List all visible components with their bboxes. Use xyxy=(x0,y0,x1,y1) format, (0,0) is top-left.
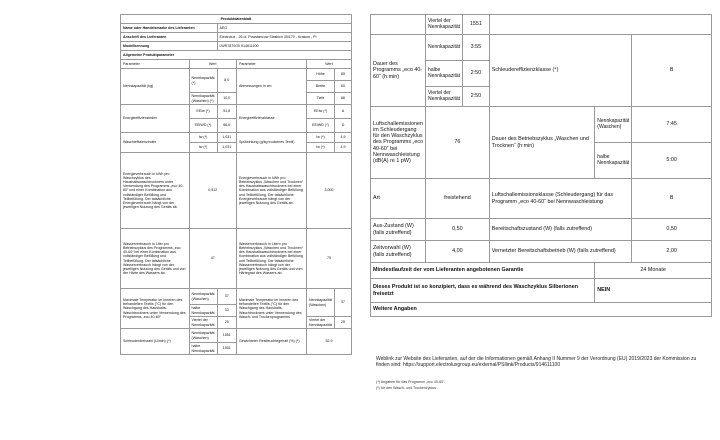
supplier-label: Name oder Handelsmarke des Lieferanten xyxy=(121,24,218,33)
further-info-label: Weitere Angaben xyxy=(371,303,712,317)
standby-label: Bereitschaftszustand (W) (falls zutreffend) xyxy=(489,219,632,241)
residual-moisture-value: 52,9 xyxy=(307,329,352,355)
noise-class-label: Luftschallemissionsklasse (Schleudergang) für das Programm „eco 40-60“ bei Nennwaschleistung xyxy=(489,179,632,219)
header-value: Wert xyxy=(189,60,236,69)
dims-label: Abmessungen in cm xyxy=(236,69,306,105)
max-temp-label-2: Maximale Temperatur im Inneren des behandelten Textils (°C) für den Waschgang des Haushalts-Waschtrockners unter Verwendung des Wasch- und Trockenprogramms xyxy=(236,289,306,329)
max-temp-quarter2-value: 25 xyxy=(334,317,351,329)
width-label: Breite xyxy=(307,81,335,93)
delay-start-label: Zeitvorwahl (W) (falls zutreffend) xyxy=(371,241,426,263)
noise-class-value: B xyxy=(632,179,712,219)
energy-class-wd-label: EEIWD (⁴) xyxy=(307,119,335,133)
spin-cap-value: 1551 xyxy=(217,329,236,343)
footnote-wash-dry: (⁵) für den Wasch- und Trockenzyklus xyxy=(376,386,436,390)
rinse-2-value: 4,9 xyxy=(334,143,351,153)
rinse-label: Spülwirkung (g/kg trockenes Textil) xyxy=(236,133,306,153)
wash-eff-1-label: Iw (⁴) xyxy=(189,133,217,143)
warranty-label: Mindestlaufzeit der vom Lieferanten angebotenen Garantie xyxy=(371,263,595,279)
max-temp-cap2-label: Nennkapazität (Waschen) xyxy=(307,289,335,317)
eei-w-value: 51,8 xyxy=(217,105,236,119)
max-temp-quarter2-label: Viertel der Nennkapazität xyxy=(307,317,335,329)
max-temp-half-label: halbe Nennkapazität xyxy=(189,305,217,317)
height-value: 85 xyxy=(334,69,351,81)
networked-standby-value: 2,00 xyxy=(632,241,712,263)
max-temp-cap-value: 37 xyxy=(217,289,236,305)
energy-class-w-label: EEIw (⁴) xyxy=(307,105,335,119)
energy-cons-value-2: 3,000 xyxy=(307,153,352,229)
warranty-value: 24 Monate xyxy=(595,263,712,279)
max-temp-half-value: 33 xyxy=(217,305,236,317)
water-cons-label-2: Wasserverbrauch in Litern pro Betriebszyklus „Waschen und Trocknen“ des Haushaltswaschtrockners bei einer Kombination aus vollständiger Befüllung und Teilbefüllung. Der tatsächliche Wasserverbrauch hängt von der jeweiligen Nutzung des Geräts und vom Härtegrad des Wassers ab. xyxy=(236,229,306,289)
duration-cap-label: Nennkapazität xyxy=(426,35,463,61)
energy-class-wd-value: D xyxy=(334,119,351,133)
spin-class-value: B xyxy=(632,35,712,107)
capacity-wash-value: 8,0 xyxy=(217,69,236,93)
duration-quarter-label: Viertel der Nennkapazität xyxy=(426,87,463,107)
energy-cons-label-2: Energieverbrauch in kWh pro Betriebszyklus „Waschen und Trocknen“ des Haushaltswaschtrockners bei einer Kombination aus vollständiger Befüllung und Teilbefüllung. Der tatsächliche Energieverbrauch hängt von der jeweiligen Nutzung des Geräts ab. xyxy=(236,153,306,229)
params-title: Allgemeine Produktparameter xyxy=(121,51,352,60)
water-cons-value-2: 75 xyxy=(307,229,352,289)
supplier-weblink: Weblink zur Website des Lieferanten, auf der die Informationen gemäß Anhang II Nummer 9 der Verordnung (EU) 2019/2023 der Kommission zu finden sind: https://support.electroluxgroup.eu/external/PSIlink/Products/914611100 xyxy=(376,356,697,368)
duration-half-label: halbe Nennkapazität xyxy=(426,61,463,87)
duration-half-value: 2:50 xyxy=(463,61,490,87)
wash-eff-2-label: Iw (⁴) xyxy=(189,143,217,153)
silver-ions-value: NEIN xyxy=(595,279,712,303)
rinse-1-value: 4,9 xyxy=(334,133,351,143)
spin-class-label: Schleudereffizienzklasse (⁴) xyxy=(489,35,632,107)
right-page xyxy=(360,0,720,440)
noise-value: 76 xyxy=(426,107,490,179)
off-mode-value: 0,50 xyxy=(426,219,490,241)
cycle-cap-value: 7:45 xyxy=(632,107,712,143)
product-sheet-table-left xyxy=(120,14,352,355)
spin-cap-label: Nennkapazität (Waschen) xyxy=(189,329,217,343)
address-label: Anschrift des Lieferanten xyxy=(121,33,218,42)
supplier-value: AEG xyxy=(217,24,352,33)
silver-ions-label: Dieses Produkt ist so konzipiert, dass es während des Waschzyklus Silberionen freisetzt xyxy=(371,279,595,303)
wash-eff-2-value: 1,031 xyxy=(217,143,236,153)
water-cons-label: Wasserverbrauch in Liter pro Betriebszyklus des Programms „eco 40-60“ bei einer Kombination aus vollständiger Befüllung und Teilbefüllung. Der tatsächliche Wasserverbrauch hängt von der jeweiligen Nutzung des Geräts und von der Härte des Wassers ab. xyxy=(121,229,190,289)
spin-half-value: 1551 xyxy=(217,343,236,355)
sheet-title: Produktdatenblatt xyxy=(121,15,352,24)
energy-class-w-value: A xyxy=(334,105,351,119)
header-param: Parameter xyxy=(121,60,190,69)
capacity-dry-value: 10,0 xyxy=(217,93,236,105)
eei-w-label: EEIw (⁴) xyxy=(189,105,217,119)
networked-standby-label: Vernetzter Bereitschaftsbetrieb (W) (falls zutreffend) xyxy=(489,241,632,263)
capacity-dry-label: Nennkapazität (Waschen) (⁴) xyxy=(189,93,217,105)
type-value: freistehend xyxy=(426,179,490,219)
max-temp-quarter-value: 25 xyxy=(217,317,236,329)
noise-label: Luftschallemissionen im Schleudergang für den Waschzyklus des Programms „eco 40-60“ bei Nennwaschleistung (dB(A) re 1 pW) xyxy=(371,107,426,179)
wash-eff-1-value: 1,031 xyxy=(217,133,236,143)
spin-quarter-label: Viertel der Nennkapazität xyxy=(426,15,463,35)
product-sheet-table-right xyxy=(370,14,712,317)
max-temp-label: Maximale Temperatur im Inneren des behandelten Textils (°C) für den Waschgang des Haushalts-Waschtrockners unter Verwendung des Programms „eco 40-60“ xyxy=(121,289,190,329)
eei-label: Energieeffizienzindex xyxy=(121,105,190,133)
max-temp-cap-label: Nennkapazität (Waschen) xyxy=(189,289,217,305)
eei-wd-value: 66,6 xyxy=(217,119,236,133)
capacity-wash-label: Nennkapazität (⁴) xyxy=(189,69,217,93)
capacity-label: Nennkapazität (kg) xyxy=(121,69,190,105)
spin-quarter-value: 1551 xyxy=(463,15,490,35)
water-cons-value: 47 xyxy=(189,229,236,289)
header-param-2: Parameter xyxy=(236,60,306,69)
rinse-1-label: Iw (⁴) xyxy=(307,133,335,143)
height-label: Höhe xyxy=(307,69,335,81)
width-value: 60 xyxy=(334,81,351,93)
standby-value: 0,50 xyxy=(632,219,712,241)
duration-cap-value: 3:55 xyxy=(463,35,490,61)
max-temp-quarter-label: Viertel der Nennkapazität xyxy=(189,317,217,329)
duration-label: Dauer des Programms „eco 40-60“ (h:min) xyxy=(371,35,426,107)
rinse-2-label: Iw (⁴) xyxy=(307,143,335,153)
depth-value: 66 xyxy=(334,93,351,105)
energy-class-label: Energieeffizienzklasse xyxy=(236,105,306,133)
model-label: Modellkennung xyxy=(121,42,218,51)
max-temp-cap2-value: 37 xyxy=(334,289,351,317)
energy-cons-value: 0,512 xyxy=(189,153,236,229)
depth-label: Tiefe xyxy=(307,93,335,105)
cycle-duration-label: Dauer des Betriebszyklus „Waschen und Trocknen“ (h:min) xyxy=(489,107,595,179)
footnote-eco: (⁴) Angaben für das Programm „eco 40-60“. xyxy=(376,380,446,384)
cycle-half-label: halbe Nennkapazität xyxy=(595,143,632,179)
spin-label: Schleuderdrehzahl (U/min) (⁴) xyxy=(121,329,190,355)
cycle-half-value: 5:00 xyxy=(632,143,712,179)
type-label: Art xyxy=(371,179,426,219)
wash-eff-label: Waschleffizienzindex xyxy=(121,133,190,153)
off-mode-label: Aus-Zustand (W) (falls zutreffend) xyxy=(371,219,426,241)
cycle-cap-label: Nennkapazität (Waschen) xyxy=(595,107,632,143)
model-value: LWR7870G0 914611100 xyxy=(217,42,352,51)
spin-half-label: halbe Nennkapazität xyxy=(189,343,217,355)
residual-moisture-label: Gewichteter Restfeuchtegehalt (%) (⁴) xyxy=(236,329,306,355)
delay-start-value: 4,00 xyxy=(426,241,490,263)
address-value: Electrolux - 26 ol. Powstancow Slaskich 30/170 - Krakow - Pl xyxy=(217,33,352,42)
eei-wd-label: EEIWD (⁴) xyxy=(189,119,217,133)
duration-quarter-value: 2:50 xyxy=(463,87,490,107)
energy-cons-label: Energieverbrauch in kWh pro Waschzyklus des Haushaltswaschtrockners unter Verwendung des Programms „eco 40-60“ und einer Kombination aus vollständiger Befüllung und Teilbefüllung. Der tatsächliche Energieverbrauch hängt von der jeweiligen Nutzung des Geräts ab. xyxy=(121,153,190,229)
header-value-2: Wert xyxy=(307,60,352,69)
